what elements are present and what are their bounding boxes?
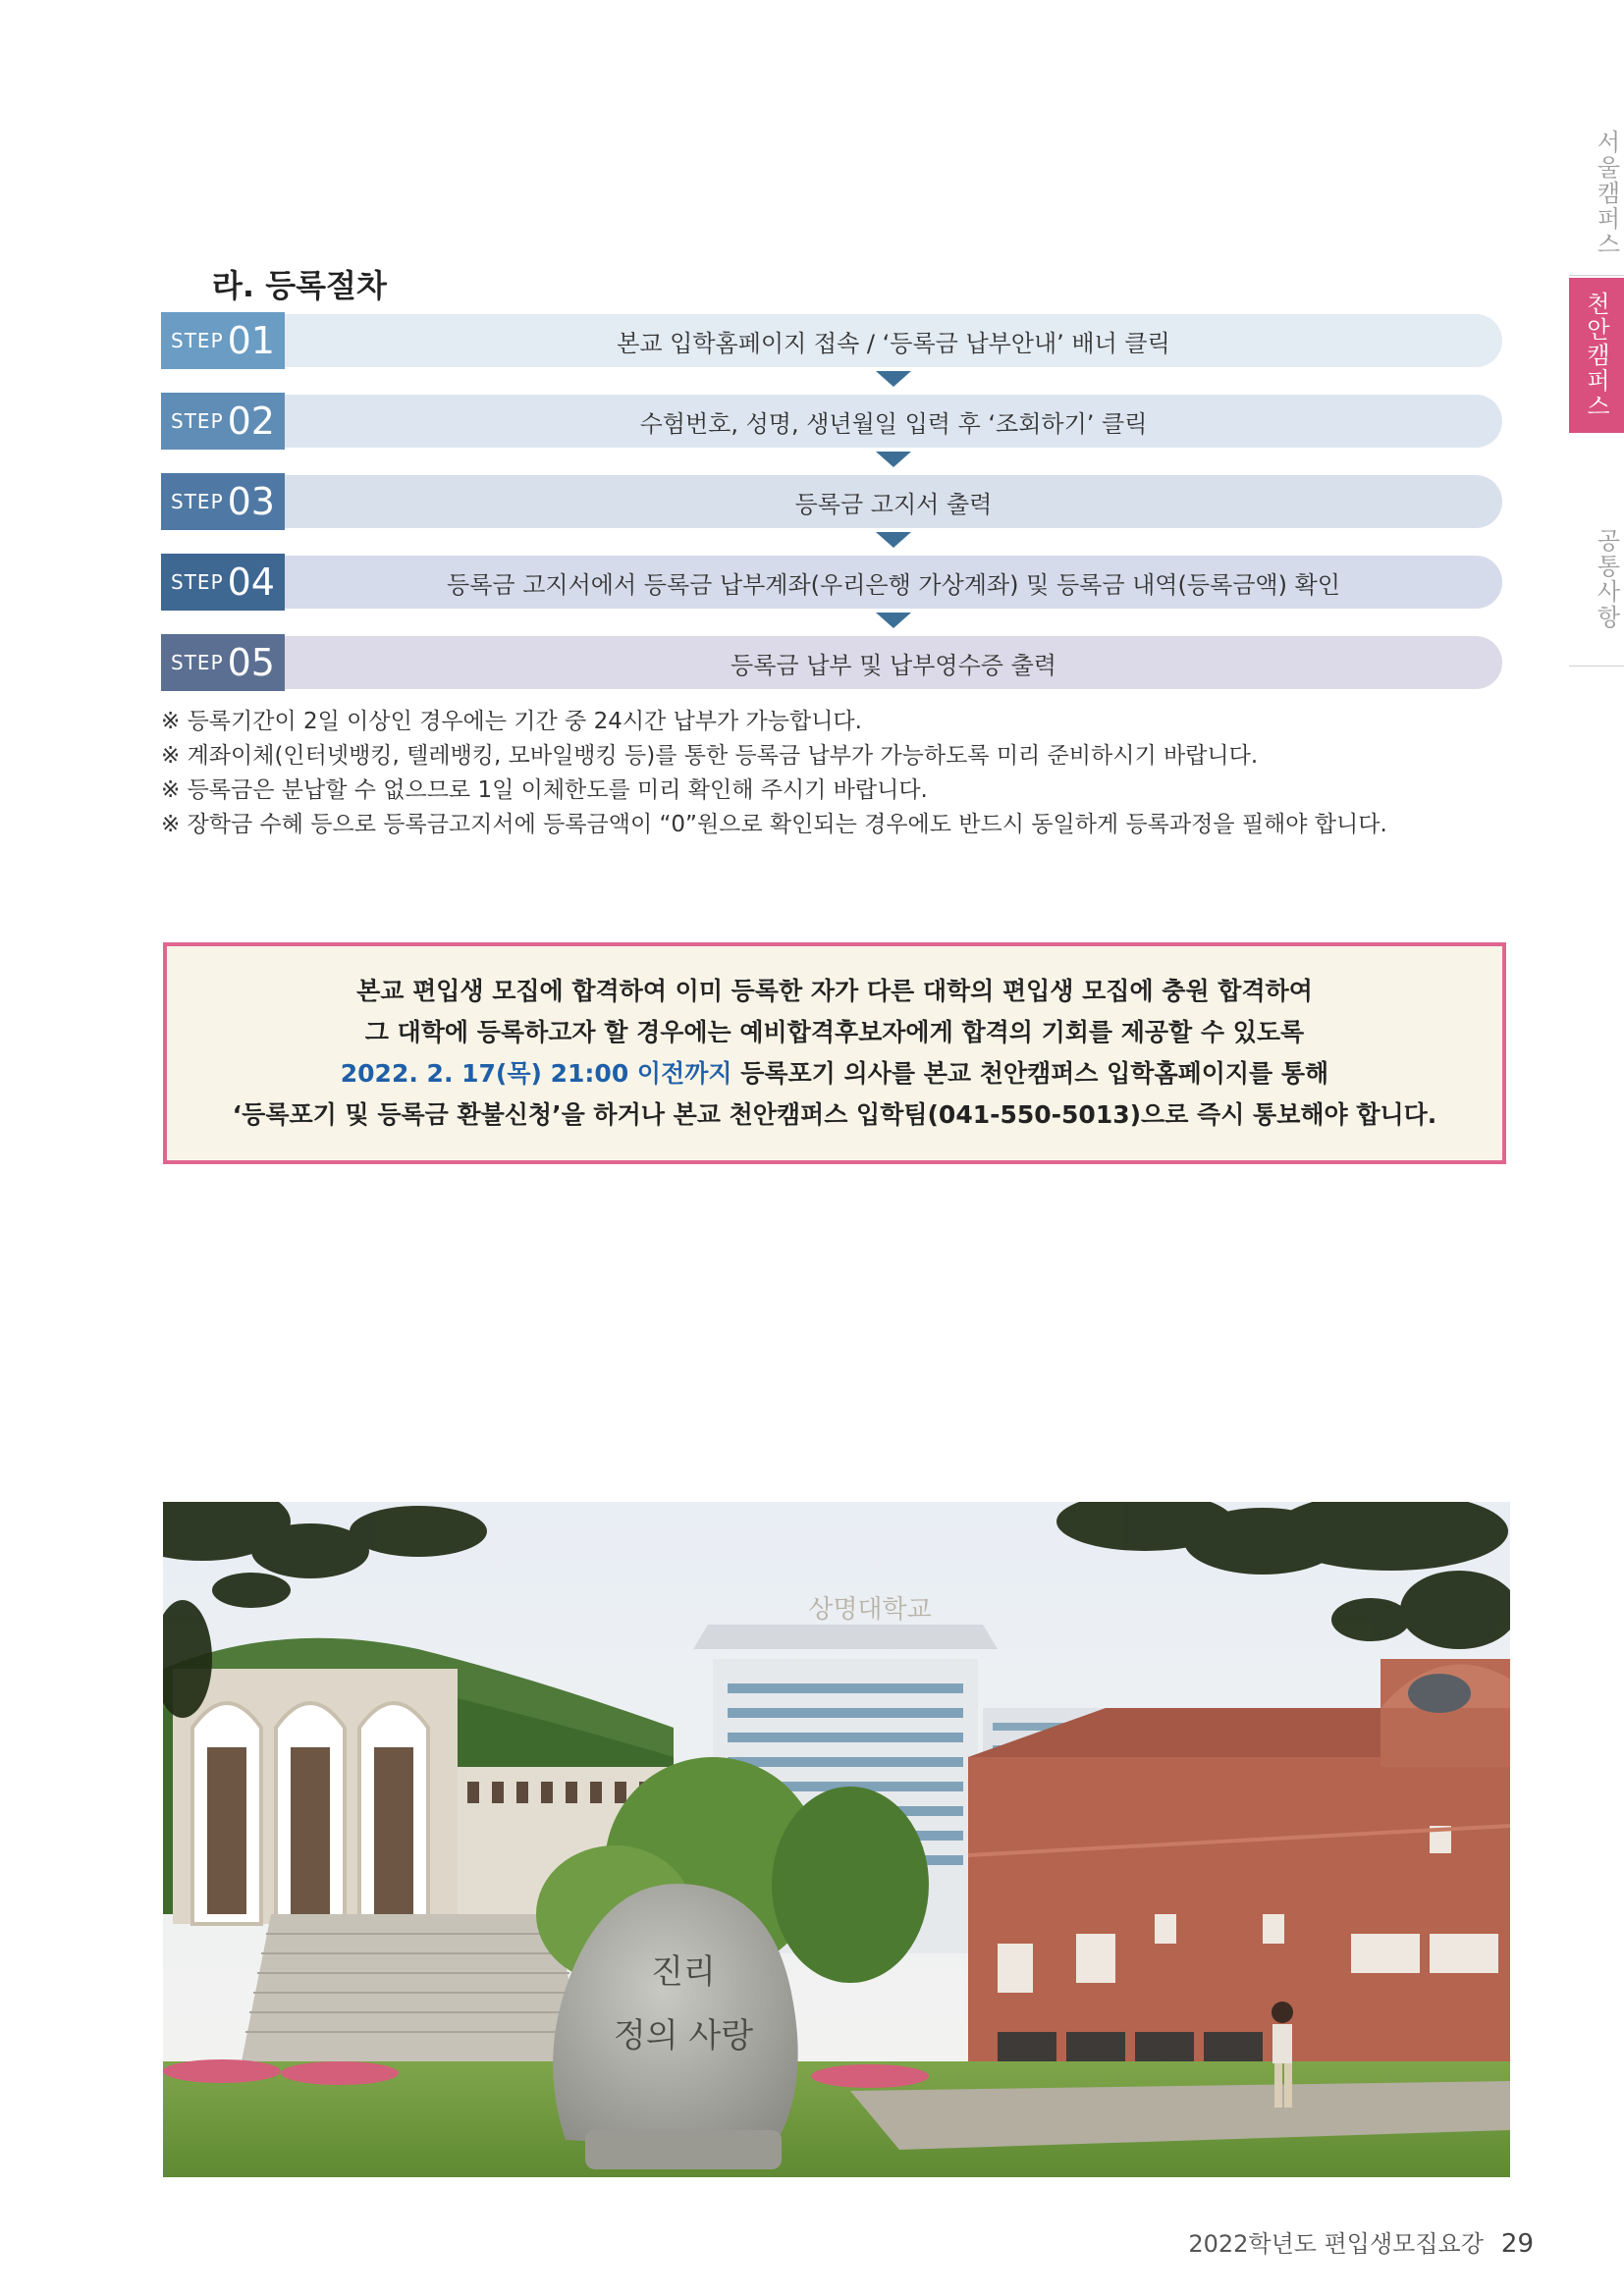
step-arrow-icon [876, 371, 911, 387]
side-divider [1569, 275, 1624, 276]
campus-illustration [163, 1502, 1510, 2177]
step-arrow-icon [876, 613, 911, 628]
step-label [161, 393, 285, 450]
step-word: STEP [171, 409, 224, 433]
step-label [161, 634, 285, 691]
step-row [161, 634, 1502, 691]
step-description: 등록금 고지서 출력 [285, 475, 1502, 528]
section-title: 라. 등록절차 [212, 267, 387, 304]
step-label [161, 312, 285, 369]
notice-line: 본교 편입생 모집에 합격하여 이미 등록한 자가 다른 대학의 편입생 모집에 충원 합격하여 [356, 977, 1313, 1005]
notice-line: 그 대학에 등록하고자 할 경우에는 예비합격후보자에게 합격의 기회를 제공할 수 있도록 [364, 1018, 1305, 1046]
note-item: ※ 계좌이체(인터넷뱅킹, 텔레뱅킹, 모바일뱅킹 등)를 통한 등록금 납부가 가능하도록 미리 준비하시기 바랍니다. [161, 743, 1259, 769]
side-tab-seoul-campus[interactable]: 서울캠퍼스 [1593, 130, 1620, 257]
step-number: 05 [227, 641, 275, 684]
step-row [161, 554, 1502, 611]
notes-list [161, 705, 1437, 842]
stone-inscription-line1: 진리 [651, 1952, 716, 1992]
step-number: 04 [227, 561, 275, 604]
page-footer [1188, 2224, 1534, 2259]
walking-person [1272, 2002, 1293, 2108]
step-arrow-icon [876, 452, 911, 467]
stone-inscription-line2: 정의 사랑 [613, 2016, 754, 2056]
step-word: STEP [171, 329, 224, 352]
step-word: STEP [171, 570, 224, 594]
note-item: ※ 장학금 수혜 등으로 등록금고지서에 등록금액이 “0”원으로 확인되는 경우에도 반드시 동일하게 등록과정을 필해야 합니다. [161, 812, 1387, 837]
step-label [161, 554, 285, 611]
step-number: 01 [227, 319, 275, 362]
notice-box [163, 942, 1506, 1164]
step-number: 02 [227, 400, 275, 443]
notice-line [341, 1053, 1328, 1095]
side-divider [1569, 666, 1624, 667]
step-arrow-icon [876, 532, 911, 548]
campus-photo [163, 1502, 1510, 2177]
building-rooftop-sign: 상명대학교 [808, 1595, 932, 1625]
footer-doc-title: 2022학년도 편입생모집요강 [1188, 2230, 1484, 2258]
step-number: 03 [227, 480, 275, 523]
page-number: 29 [1500, 2229, 1534, 2259]
notice-line-rest: 등록포기 의사를 본교 천안캠퍼스 입학홈페이지를 통해 [731, 1059, 1329, 1088]
step-row [161, 393, 1502, 450]
notice-deadline: 2022. 2. 17(목) 21:00 이전까지 [340, 1059, 732, 1088]
side-tab-common[interactable]: 공통사항 [1593, 528, 1620, 630]
step-description: 수험번호, 성명, 생년월일 입력 후 ‘조회하기’ 클릭 [285, 395, 1502, 448]
side-tab-cheonan-campus[interactable]: 천안캠퍼스 [1569, 278, 1624, 433]
step-description: 등록금 납부 및 납부영수증 출력 [285, 636, 1502, 689]
step-row [161, 312, 1502, 369]
step-description: 등록금 고지서에서 등록금 납부계좌(우리은행 가상계좌) 및 등록금 내역(등록금액) 확인 [285, 556, 1502, 609]
notice-line: ‘등록포기 및 등록금 환불신청’을 하거나 본교 천안캠퍼스 입학팀(041-550-5013)으로 즉시 통보해야 합니다. [232, 1100, 1437, 1129]
step-label [161, 473, 285, 530]
step-row [161, 473, 1502, 530]
note-item: ※ 등록금은 분납할 수 없으므로 1일 이체한도를 미리 확인해 주시기 바랍니다. [161, 777, 928, 803]
step-description: 본교 입학홈페이지 접속 / ‘등록금 납부안내’ 배너 클릭 [285, 314, 1502, 367]
step-word: STEP [171, 490, 224, 513]
note-item: ※ 등록기간이 2일 이상인 경우에는 기간 중 24시간 납부가 가능합니다. [161, 709, 862, 734]
step-word: STEP [171, 651, 224, 674]
